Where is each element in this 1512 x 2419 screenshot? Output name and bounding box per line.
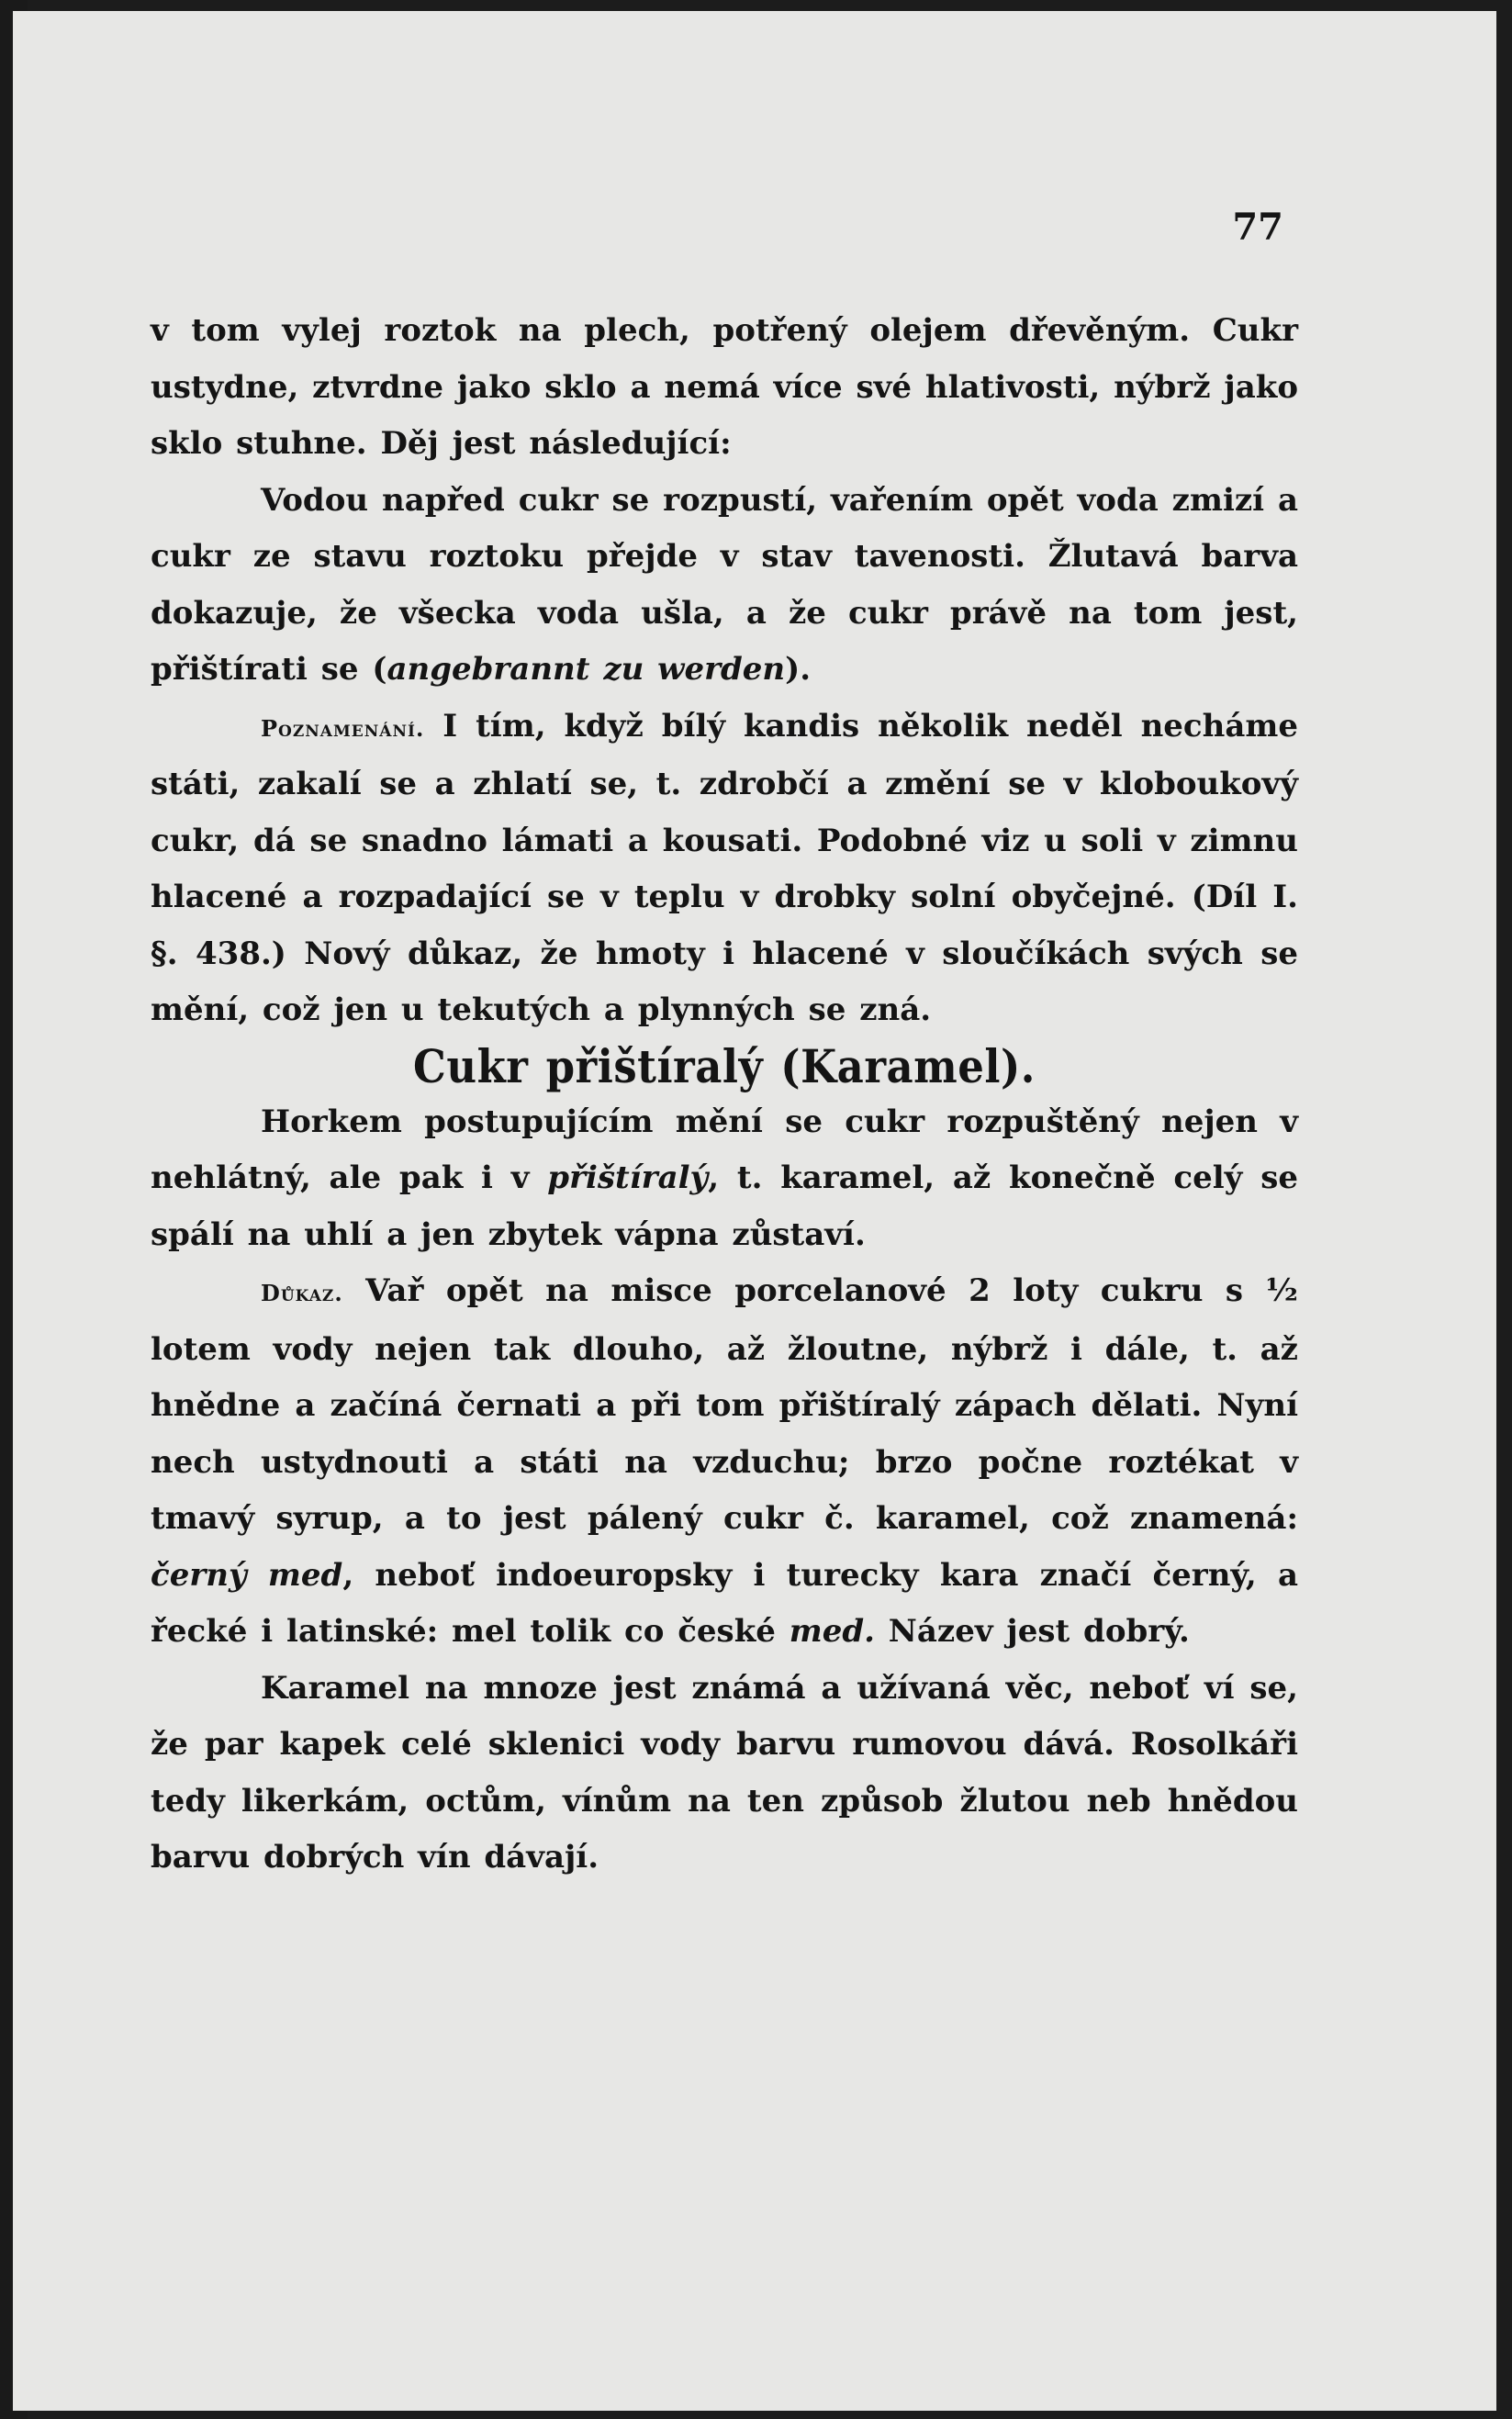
intro-text-start: Horkem postupujícím mění se cukr rozpuštěný nejen v nehlátný, ale pak i v — [151, 1103, 1298, 1196]
note-paragraph — [151, 699, 1298, 1039]
explanation-end: ). — [785, 651, 812, 688]
german-term: angebrannt zu werden — [386, 651, 786, 688]
proof-text-2: , neboť indoeuropsky i turecky kara značí černý, a řecké i latinské: mel tolik co české — [151, 1556, 1298, 1650]
proof-text-1: Vař opět na misce porcelanové 2 loty cukru s ½ lotem vody nejen tak dlouho, až žloutne, nýbrž i dále, t. až hnědne a začíná černati a při tom přištíralý zápach dělati. Nyní nech ustydnouti a státi na vzduchu; brzo počne roztékat v tmavý syrup, a to jest pálený cukr č. karamel, což znamená: — [151, 1272, 1298, 1537]
page-number: 77 — [1232, 206, 1283, 249]
paragraph-continued: v tom vylej roztok na plech, potřený olejem dřevěným. Cukr ustydne, ztvrdne jako sklo a nemá více své hlativosti, nýbrž jako sklo stuhne. Děj jest následující: — [151, 312, 1298, 462]
proof-paragraph — [151, 1263, 1298, 1661]
paragraph-explanation — [151, 473, 1298, 699]
note-text: I tím, když bílý kandis několik neděl necháme státi, zakalí se a zhlatí se, t. zdrobčí a změní se v kloboukový cukr, dá se snadno lámati a kousati. Podobné viz u soli v zimnu hlacené a rozpadající se v teplu v drobky solní obyčejné. (Díl I. §. 438.) Nový důkaz, že hmoty i hlacené v sloučíkách svých se mění, což jen u tekutých a plynných se zná. — [151, 707, 1298, 1028]
intro-text-end: , t. karamel, až konečně celý se spálí na uhlí a jen zbytek vápna zůstaví. — [151, 1159, 1298, 1253]
note-label: Poznamenání. — [261, 714, 425, 742]
page-body — [151, 303, 1298, 1887]
intro-emphasis: přištíralý — [547, 1159, 709, 1196]
book-page — [13, 11, 1496, 2411]
section-heading: Cukr přištíralý (Karamel). — [413, 1038, 1036, 1093]
proof-text-3: Název jest dobrý. — [874, 1613, 1190, 1650]
explanation-text: Vodou napřed cukr se rozpustí, vařením opět voda zmizí a cukr ze stavu roztoku přejde v stav tavenosti. Žlutavá barva dokazuje, že všecka voda ušla, a že cukr právě na tom jest, přištírati se ( — [151, 481, 1298, 688]
closing-paragraph: Karamel na mnoze jest známá a užívaná věc, neboť ví se, že par kapek celé sklenici vody barvu rumovou dává. Rosolkáři tedy likerkám, octům, vínům na ten způsob žlutou neb hnědou barvu dobrých vín dávají. — [151, 1669, 1298, 1876]
proof-emphasis-1: černý med — [151, 1556, 343, 1594]
proof-emphasis-2: med. — [789, 1613, 875, 1650]
section-intro-paragraph — [151, 1094, 1298, 1264]
proof-label: Důkaz. — [261, 1280, 343, 1306]
